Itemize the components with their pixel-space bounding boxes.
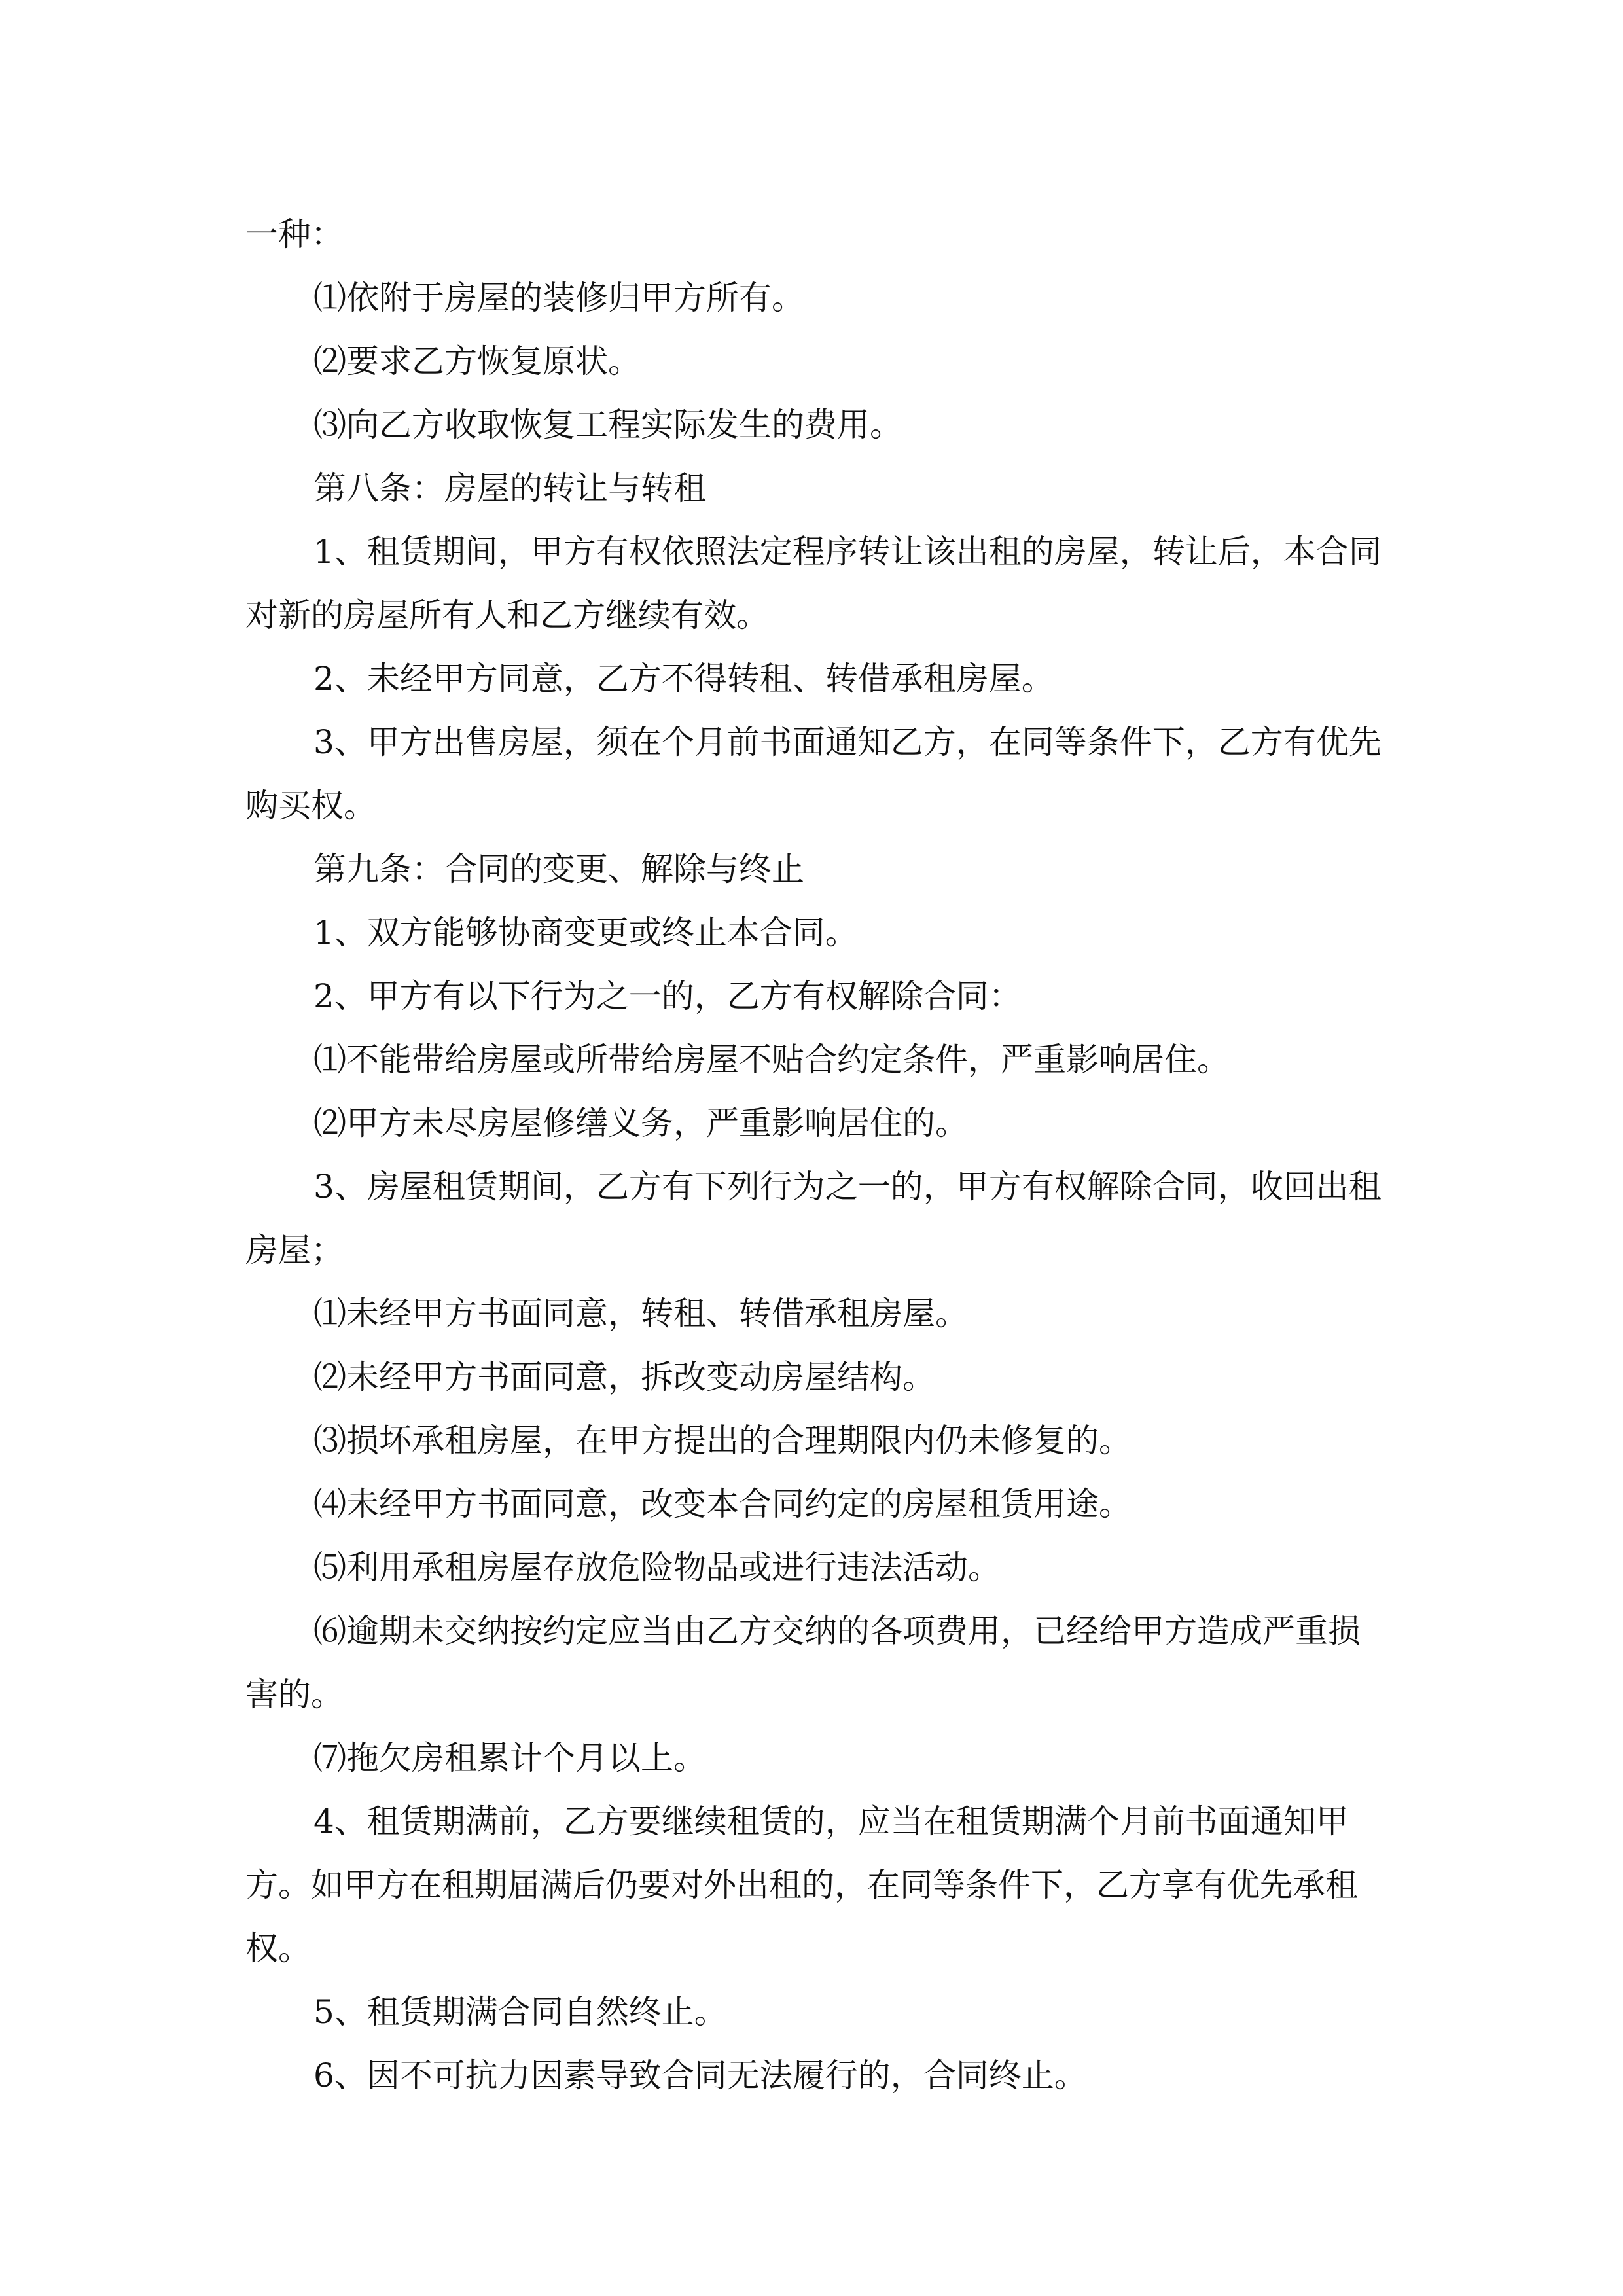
paragraph-21: ⑺拖欠房租累计个月以上。	[313, 1739, 706, 1777]
paragraph-16: ⑵未经甲方书面同意，拆改变动房屋结构。	[313, 1358, 935, 1396]
paragraph-15: ⑴未经甲方书面同意，转租、转借承租房屋。	[313, 1295, 968, 1333]
document-body	[245, 203, 1384, 2108]
paragraph-18: ⑷未经甲方书面同意，改变本合同约定的房屋租赁用途。	[313, 1485, 1132, 1523]
paragraph-22: 4、租赁期满前，乙方要继续租赁的，应当在租赁期满个月前书面通知甲方。如甲方在租期届满后仍要对外出租的，在同等条件下，乙方享有优先承租权。	[245, 1803, 1358, 1967]
paragraph-1: 一种：	[245, 215, 344, 253]
paragraph-11: 2、甲方有以下行为之一的，乙方有权解除合同：	[313, 977, 1022, 1015]
paragraph-17: ⑶损坏承租房屋，在甲方提出的合理期限内仍未修复的。	[313, 1422, 1132, 1460]
paragraph-12: ⑴不能带给房屋或所带给房屋不贴合约定条件，严重影响居住。	[313, 1041, 1230, 1079]
paragraph-23: 5、租赁期满合同自然终止。	[313, 1993, 727, 2031]
paragraph-14: 3、房屋租赁期间，乙方有下列行为之一的，甲方有权解除合同，收回出租房屋；	[245, 1168, 1382, 1269]
paragraph-6: 1、租赁期间，甲方有权依照法定程序转让该出租的房屋，转让后，本合同对新的房屋所有人和乙方继续有效。	[245, 533, 1382, 634]
article-8-heading: 第八条：房屋的转让与转租	[313, 469, 706, 507]
paragraph-3: ⑵要求乙方恢复原状。	[313, 342, 641, 380]
paragraph-24: 6、因不可抗力因素导致合同无法履行的，合同终止。	[313, 2056, 1087, 2094]
paragraph-7: 2、未经甲方同意，乙方不得转租、转借承租房屋。	[313, 660, 1054, 698]
paragraph-4: ⑶向乙方收取恢复工程实际发生的费用。	[313, 406, 902, 444]
paragraph-19: ⑸利用承租房屋存放危险物品或进行违法活动。	[313, 1549, 1001, 1587]
paragraph-10: 1、双方能够协商变更或终止本合同。	[313, 914, 858, 952]
paragraph-2: ⑴依附于房屋的装修归甲方所有。	[313, 279, 804, 317]
article-9-heading: 第九条：合同的变更、解除与终止	[313, 850, 804, 888]
paragraph-20: ⑹逾期未交纳按约定应当由乙方交纳的各项费用，已经给甲方造成严重损害的。	[245, 1612, 1361, 1713]
paragraph-8: 3、甲方出售房屋，须在个月前书面通知乙方，在同等条件下，乙方有优先购买权。	[245, 723, 1382, 825]
paragraph-13: ⑵甲方未尽房屋修缮义务，严重影响居住的。	[313, 1104, 968, 1142]
